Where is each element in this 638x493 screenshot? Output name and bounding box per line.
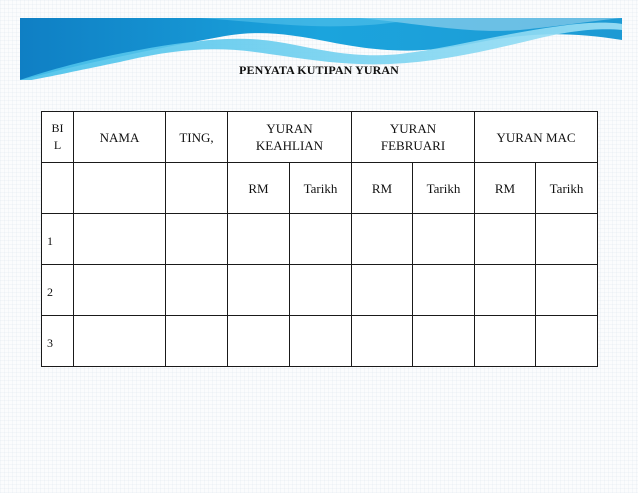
table-cell bbox=[290, 214, 352, 265]
table-row bbox=[42, 265, 598, 316]
table-cell bbox=[166, 316, 228, 367]
table-cell bbox=[166, 214, 228, 265]
table-cell bbox=[74, 316, 166, 367]
table-cell bbox=[536, 316, 598, 367]
header-nama: NAMA bbox=[74, 112, 166, 163]
table-row bbox=[42, 316, 598, 367]
header-bil: BI L bbox=[42, 112, 74, 163]
table-cell bbox=[228, 214, 290, 265]
table-cell bbox=[475, 214, 536, 265]
header-yuran-mac: YURAN MAC bbox=[475, 112, 598, 163]
table-cell bbox=[352, 214, 413, 265]
table-cell bbox=[475, 316, 536, 367]
document-title: PENYATA KUTIPAN YURAN bbox=[239, 63, 399, 77]
table-cell bbox=[475, 265, 536, 316]
header-row bbox=[42, 112, 598, 163]
table-cell bbox=[166, 265, 228, 316]
table-cell bbox=[74, 265, 166, 316]
table-row bbox=[42, 214, 598, 265]
table-cell bbox=[74, 214, 166, 265]
row-number: 3 bbox=[42, 316, 74, 367]
subheader-row bbox=[42, 163, 598, 214]
row-number: 1 bbox=[42, 214, 74, 265]
table-cell bbox=[74, 163, 166, 214]
table-cell bbox=[352, 316, 413, 367]
table-cell bbox=[290, 316, 352, 367]
table-cell bbox=[228, 265, 290, 316]
header-ting: TING, bbox=[166, 112, 228, 163]
table-cell bbox=[42, 163, 74, 214]
table-cell bbox=[290, 265, 352, 316]
fee-collection-table bbox=[41, 111, 598, 367]
subheader-rm-keahlian: RM bbox=[228, 163, 290, 214]
table-cell bbox=[352, 265, 413, 316]
subheader-tarikh-mac: Tarikh bbox=[536, 163, 598, 214]
table-cell bbox=[413, 214, 475, 265]
table-cell bbox=[413, 265, 475, 316]
subheader-tarikh-keahlian: Tarikh bbox=[290, 163, 352, 214]
subheader-tarikh-februari: Tarikh bbox=[413, 163, 475, 214]
subheader-rm-februari: RM bbox=[352, 163, 413, 214]
row-number: 2 bbox=[42, 265, 74, 316]
header-yuran-keahlian: YURAN KEAHLIAN bbox=[228, 112, 352, 163]
table-cell bbox=[228, 316, 290, 367]
table-cell bbox=[166, 163, 228, 214]
table-cell bbox=[413, 316, 475, 367]
table-cell bbox=[536, 214, 598, 265]
header-yuran-februari: YURAN FEBRUARI bbox=[352, 112, 475, 163]
table-cell bbox=[536, 265, 598, 316]
subheader-rm-mac: RM bbox=[475, 163, 536, 214]
